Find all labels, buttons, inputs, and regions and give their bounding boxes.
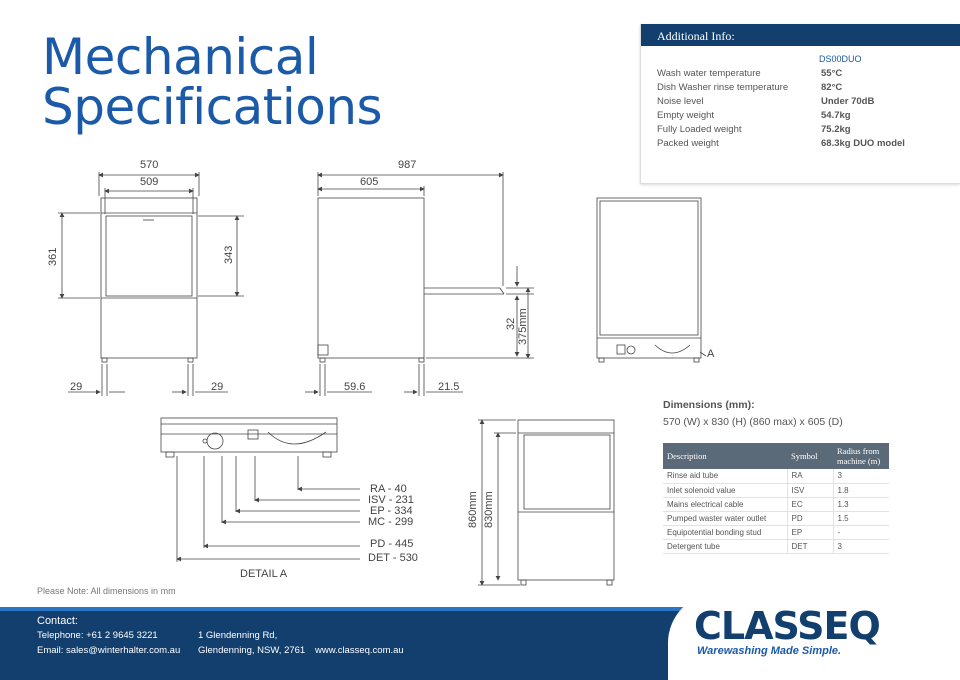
front-tall-drawing: [478, 420, 614, 585]
table-row: Pumped waster water outlet PD 1.5: [663, 511, 889, 525]
footer-phone: Telephone: +61 2 9645 3221: [37, 630, 158, 641]
detail-label-pd: PD - 445: [370, 538, 414, 550]
dim-side-depth-body: 605: [360, 176, 379, 188]
dim-side-foot-left: 59.6: [344, 381, 366, 393]
dim-front-foot-left: 29: [70, 381, 83, 393]
footer-address-line-1: 1 Glendenning Rd,: [198, 630, 278, 641]
col-radius: Radius from machine (m): [833, 443, 889, 469]
rear-view-drawing: [597, 198, 706, 362]
dimensions-text: 570 (W) x 830 (H) (860 max) x 605 (D): [663, 416, 843, 428]
footer-website-link[interactable]: www.classeq.com.au: [315, 645, 404, 656]
table-row: Equipotential bonding stud EP -: [663, 525, 889, 539]
detail-label-ep: EP - 334: [370, 505, 413, 517]
dimensions-title: Dimensions (mm):: [663, 399, 755, 411]
rear-view-marker-a: A: [707, 348, 715, 360]
table-row: Rinse aid tube RA 3: [663, 469, 889, 483]
col-description: Description: [663, 443, 787, 469]
dimensions-note: Please Note: All dimensions in mm: [37, 586, 176, 596]
dim-front-width-outer: 570: [140, 159, 159, 171]
dim-side-foot-right: 21.5: [438, 381, 460, 393]
dim-tall-height-max: 860mm: [467, 491, 479, 528]
table-header-row: [663, 443, 889, 469]
title-line-1: Mechanical: [42, 28, 319, 86]
detail-a-drawing: [161, 418, 360, 562]
detail-label-isv: ISV - 231: [368, 494, 414, 506]
additional-info-header: Additional Info:: [641, 24, 960, 46]
brand-logo: CLASSEQ: [694, 604, 880, 648]
detail-a-title: DETAIL A: [240, 568, 288, 580]
brand-tagline: Warewashing Made Simple.: [697, 645, 842, 657]
footer-address-line-2: Glendenning, NSW, 2761: [198, 645, 306, 656]
connections-table: [663, 443, 889, 554]
dim-front-height-right: 343: [223, 245, 235, 264]
footer-email-link[interactable]: Email: sales@winterhalter.com.au: [37, 645, 181, 656]
dim-front-width-inner: 509: [140, 176, 159, 188]
detail-label-det: DET - 530: [368, 552, 418, 564]
detail-label-mc: MC - 299: [368, 516, 414, 528]
dim-side-height-375: 375mm: [517, 308, 529, 345]
info-row: Dish Washer rinse temperature 82°C: [657, 82, 843, 93]
side-view-drawing: [305, 172, 534, 396]
table-row: Mains electrical cable EC 1.3: [663, 497, 889, 511]
table-row: Inlet solenoid value ISV 1.8: [663, 483, 889, 497]
front-view-drawing: [58, 172, 244, 396]
dim-side-height-32: 32: [505, 317, 517, 330]
info-row: Noise level Under 70dB: [657, 96, 875, 107]
info-row: Fully Loaded weight 75.2kg: [657, 124, 851, 135]
footer-contact-heading: Contact:: [37, 615, 78, 627]
model-code: DS00DUO: [819, 54, 862, 64]
detail-label-ra: RA - 40: [370, 483, 407, 495]
info-row: Wash water temperature 55°C: [657, 68, 843, 79]
dim-front-height-left: 361: [47, 247, 59, 266]
dim-front-foot-right: 29: [211, 381, 224, 393]
info-row: Empty weight 54.7kg: [657, 110, 851, 121]
dim-side-depth-total: 987: [398, 159, 417, 171]
table-row: Detergent tube DET 3: [663, 539, 889, 553]
col-symbol: Symbol: [787, 443, 833, 469]
info-row: Packed weight 68.3kg DUO model: [657, 138, 905, 149]
dim-tall-height-std: 830mm: [483, 491, 495, 528]
title-line-2: Specifications: [42, 78, 383, 136]
